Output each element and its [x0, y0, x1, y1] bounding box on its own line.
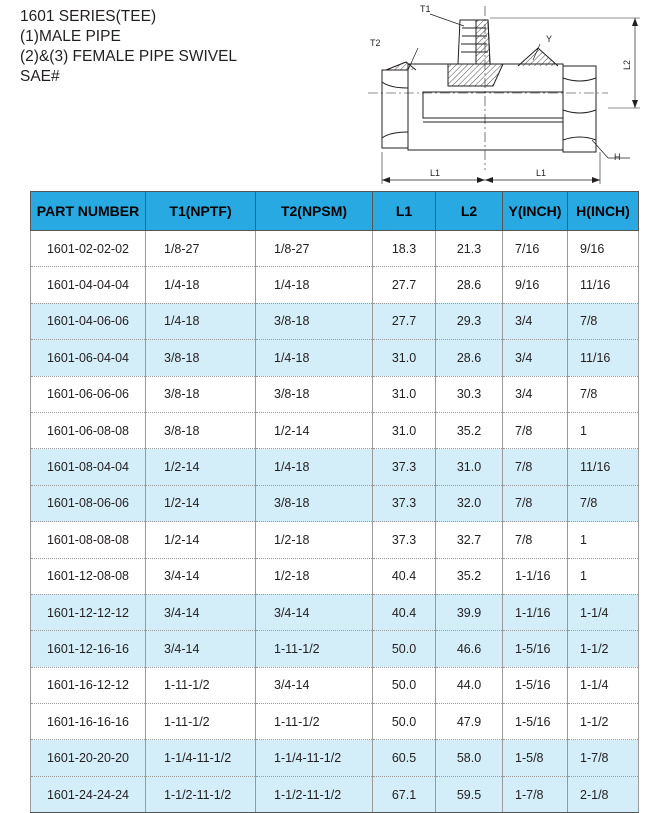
part-number-cell: 1601-08-04-04	[31, 449, 146, 485]
h-value-cell: 1-1/4	[568, 667, 639, 703]
part-number-cell: 1601-06-08-08	[31, 412, 146, 448]
part-number-cell: 1601-02-02-02	[31, 231, 146, 267]
part-number-cell: 1601-24-24-24	[31, 776, 146, 812]
l2-value-cell: 44.0	[436, 667, 503, 703]
t1-thread-cell: 1/4-18	[146, 267, 256, 303]
l1-value-cell: 18.3	[373, 231, 436, 267]
h-value-cell: 2-1/8	[568, 776, 639, 812]
part-number-cell: 1601-06-04-04	[31, 340, 146, 376]
l2-value-cell: 28.6	[436, 340, 503, 376]
label-t2: T2	[370, 38, 381, 48]
t2-thread-cell: 1/4-18	[256, 340, 373, 376]
h-value-cell: 7/8	[568, 485, 639, 521]
subtitle-male-pipe: (1)MALE PIPE	[20, 28, 121, 45]
table-body	[31, 231, 639, 813]
header-part-number: PART NUMBER	[31, 192, 146, 231]
y-value-cell: 3/4	[503, 340, 568, 376]
header-t1: T1(NPTF)	[146, 192, 256, 231]
subtitle-female-swivel: (2)&(3) FEMALE PIPE SWIVEL	[20, 48, 238, 65]
l2-value-cell: 30.3	[436, 376, 503, 412]
table-row	[31, 631, 639, 667]
part-number-cell: 1601-12-12-12	[31, 594, 146, 630]
table-row	[31, 485, 639, 521]
l2-value-cell: 35.2	[436, 558, 503, 594]
y-value-cell: 1-5/16	[503, 631, 568, 667]
header-l2: L2	[436, 192, 503, 231]
t2-thread-cell: 1/4-18	[256, 267, 373, 303]
h-value-cell: 1-7/8	[568, 740, 639, 776]
y-value-cell: 3/4	[503, 303, 568, 339]
part-number-cell: 1601-16-16-16	[31, 704, 146, 740]
y-value-cell: 7/8	[503, 485, 568, 521]
label-l1-left: L1	[430, 168, 441, 178]
t1-thread-cell: 1-11-1/2	[146, 667, 256, 703]
l1-value-cell: 31.0	[373, 340, 436, 376]
table-row	[31, 776, 639, 812]
t2-thread-cell: 1/2-18	[256, 558, 373, 594]
t2-thread-cell: 3/8-18	[256, 303, 373, 339]
t1-thread-cell: 1/4-18	[146, 303, 256, 339]
l2-value-cell: 21.3	[436, 231, 503, 267]
part-number-cell: 1601-08-06-06	[31, 485, 146, 521]
l2-value-cell: 32.0	[436, 485, 503, 521]
title-block	[20, 7, 237, 87]
series-title: 1601 SERIES(TEE)	[20, 8, 157, 25]
h-value-cell: 1	[568, 558, 639, 594]
l2-value-cell: 47.9	[436, 704, 503, 740]
y-value-cell: 1-1/16	[503, 594, 568, 630]
t2-thread-cell: 1/2-14	[256, 412, 373, 448]
t1-thread-cell: 1/2-14	[146, 485, 256, 521]
part-number-cell: 1601-12-08-08	[31, 558, 146, 594]
header-y: Y(INCH)	[503, 192, 568, 231]
l1-value-cell: 67.1	[373, 776, 436, 812]
y-value-cell: 1-7/8	[503, 776, 568, 812]
h-value-cell: 1-1/2	[568, 704, 639, 740]
part-number-cell: 1601-04-06-06	[31, 303, 146, 339]
l2-value-cell: 58.0	[436, 740, 503, 776]
h-value-cell: 1	[568, 412, 639, 448]
t1-thread-cell: 3/4-14	[146, 558, 256, 594]
table-row	[31, 303, 639, 339]
t1-thread-cell: 3/8-18	[146, 412, 256, 448]
y-value-cell: 7/8	[503, 412, 568, 448]
table-row	[31, 267, 639, 303]
t2-thread-cell: 3/4-14	[256, 594, 373, 630]
y-value-cell: 7/8	[503, 522, 568, 558]
part-number-cell: 1601-08-08-08	[31, 522, 146, 558]
y-value-cell: 3/4	[503, 376, 568, 412]
header-l1: L1	[373, 192, 436, 231]
part-number-cell: 1601-20-20-20	[31, 740, 146, 776]
table-row	[31, 376, 639, 412]
table-row	[31, 740, 639, 776]
t2-thread-cell: 1-11-1/2	[256, 704, 373, 740]
table-row	[31, 340, 639, 376]
t1-thread-cell: 1/2-14	[146, 449, 256, 485]
part-number-cell: 1601-06-06-06	[31, 376, 146, 412]
part-number-cell: 1601-16-12-12	[31, 667, 146, 703]
l1-value-cell: 50.0	[373, 667, 436, 703]
label-l2: L2	[622, 59, 632, 70]
t1-thread-cell: 1-11-1/2	[146, 704, 256, 740]
table-row	[31, 558, 639, 594]
h-value-cell: 1-1/2	[568, 631, 639, 667]
table-header-row	[31, 192, 639, 231]
t2-thread-cell: 3/4-14	[256, 667, 373, 703]
y-value-cell: 1-5/16	[503, 704, 568, 740]
table-row	[31, 594, 639, 630]
label-y: Y	[546, 34, 553, 44]
h-value-cell: 7/8	[568, 376, 639, 412]
l2-value-cell: 35.2	[436, 412, 503, 448]
t1-thread-cell: 1/2-14	[146, 522, 256, 558]
h-value-cell: 9/16	[568, 231, 639, 267]
table-row	[31, 667, 639, 703]
l2-value-cell: 39.9	[436, 594, 503, 630]
l1-value-cell: 60.5	[373, 740, 436, 776]
t2-thread-cell: 1/4-18	[256, 449, 373, 485]
label-t1: T1	[420, 4, 431, 14]
y-value-cell: 7/16	[503, 231, 568, 267]
table-row	[31, 231, 639, 267]
left-swivel-nut	[382, 70, 408, 148]
l2-value-cell: 28.6	[436, 267, 503, 303]
table-row	[31, 449, 639, 485]
y-value-cell: 9/16	[503, 267, 568, 303]
t2-thread-cell: 3/8-18	[256, 376, 373, 412]
table-row	[31, 704, 639, 740]
t2-thread-cell: 1-11-1/2	[256, 631, 373, 667]
l1-value-cell: 50.0	[373, 704, 436, 740]
l1-value-cell: 37.3	[373, 485, 436, 521]
y-value-cell: 1-5/8	[503, 740, 568, 776]
l1-value-cell: 27.7	[373, 267, 436, 303]
l1-value-cell: 37.3	[373, 522, 436, 558]
label-h: H	[614, 152, 621, 162]
specification-table	[30, 191, 639, 813]
part-number-cell: 1601-12-16-16	[31, 631, 146, 667]
t1-thread-cell: 1-1/2-11-1/2	[146, 776, 256, 812]
l1-value-cell: 31.0	[373, 412, 436, 448]
t1-thread-cell: 3/4-14	[146, 594, 256, 630]
t2-thread-cell: 1/8-27	[256, 231, 373, 267]
t2-thread-cell: 1/2-18	[256, 522, 373, 558]
header-h: H(INCH)	[568, 192, 639, 231]
h-value-cell: 7/8	[568, 303, 639, 339]
l2-value-cell: 31.0	[436, 449, 503, 485]
part-number-cell: 1601-04-04-04	[31, 267, 146, 303]
l1-value-cell: 50.0	[373, 631, 436, 667]
l1-value-cell: 31.0	[373, 376, 436, 412]
l2-value-cell: 46.6	[436, 631, 503, 667]
t2-thread-cell: 1-1/4-11-1/2	[256, 740, 373, 776]
l1-value-cell: 27.7	[373, 303, 436, 339]
t1-thread-cell: 1/8-27	[146, 231, 256, 267]
l2-value-cell: 29.3	[436, 303, 503, 339]
l1-value-cell: 40.4	[373, 558, 436, 594]
right-swivel-nut	[563, 66, 596, 152]
label-l1-right: L1	[536, 168, 547, 178]
t1-thread-cell: 3/4-14	[146, 631, 256, 667]
l1-value-cell: 37.3	[373, 449, 436, 485]
table-row	[31, 522, 639, 558]
h-value-cell: 1-1/4	[568, 594, 639, 630]
tee-fitting-drawing	[368, 0, 661, 190]
t2-thread-cell: 3/8-18	[256, 485, 373, 521]
h-value-cell: 11/16	[568, 449, 639, 485]
l1-value-cell: 40.4	[373, 594, 436, 630]
t1-thread-cell: 1-1/4-11-1/2	[146, 740, 256, 776]
l2-value-cell: 59.5	[436, 776, 503, 812]
subtitle-sae: SAE#	[20, 68, 60, 85]
t1-thread-cell: 3/8-18	[146, 376, 256, 412]
l2-value-cell: 32.7	[436, 522, 503, 558]
y-value-cell: 1-1/16	[503, 558, 568, 594]
y-value-cell: 7/8	[503, 449, 568, 485]
h-value-cell: 11/16	[568, 267, 639, 303]
h-value-cell: 1	[568, 522, 639, 558]
t1-thread-cell: 3/8-18	[146, 340, 256, 376]
h-value-cell: 11/16	[568, 340, 639, 376]
header-t2: T2(NPSM)	[256, 192, 373, 231]
y-value-cell: 1-5/16	[503, 667, 568, 703]
t2-thread-cell: 1-1/2-11-1/2	[256, 776, 373, 812]
table-row	[31, 412, 639, 448]
